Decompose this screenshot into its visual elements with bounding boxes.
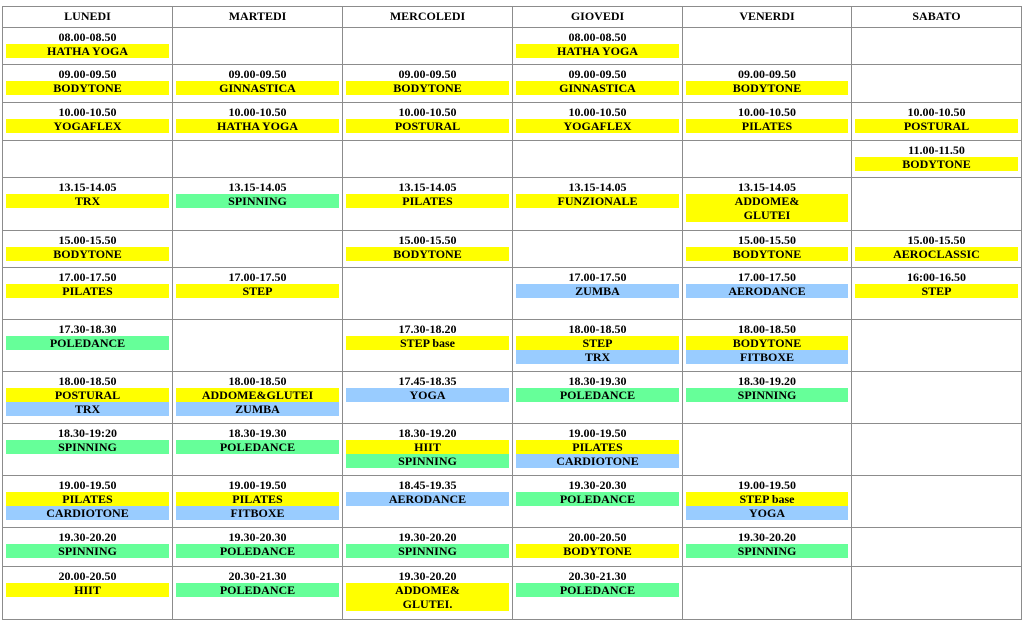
class-time: 18.30-19.20 [398,426,457,440]
schedule-cell [682,230,852,268]
schedule-cell [172,230,343,268]
class-name: BODYTONE [686,336,848,350]
class-name: CARDIOTONE [516,454,679,468]
class-name: POSTURAL [346,119,509,133]
class-time: 10.00-10.50 [738,105,796,119]
day-header-sabato: SABATO [851,6,1022,28]
class-time: 11.00-11.50 [908,143,965,157]
class-name: SPINNING [346,544,509,558]
class-name: FITBOXE [686,350,848,364]
class-time: 10.00-10.50 [907,105,966,119]
schedule-cell [851,140,1022,178]
class-time: 19.30-20.20 [58,530,117,544]
schedule-cell [851,319,1022,372]
class-name: POLEDANCE [176,583,339,597]
schedule-cell [172,27,343,65]
class-time: 19.30-20.30 [228,530,287,544]
schedule-cell [342,64,513,103]
class-name: POLEDANCE [6,336,169,350]
schedule-cell [851,371,1022,424]
schedule-cell [2,177,173,231]
class-name: STEP base [686,492,848,506]
class-name: ZUMBA [516,284,679,298]
schedule-cell [2,64,173,103]
class-time: 15.00-15.50 [738,233,796,247]
class-name: BODYTONE [516,544,679,558]
class-time: 10.00-10.50 [58,105,117,119]
schedule-cell [512,475,683,528]
class-name: CARDIOTONE [6,506,169,520]
schedule-cell [2,230,173,268]
class-time: 19.30-20.20 [398,569,457,583]
schedule-cell [682,27,852,65]
class-time: 09.00-09.50 [568,67,627,81]
class-time: 18.00-18.50 [738,322,796,336]
class-name: PILATES [346,194,509,208]
class-name: FITBOXE [176,506,339,520]
schedule-cell [682,566,852,620]
class-name: GINNASTICA [516,81,679,95]
class-name: BODYTONE [855,157,1018,171]
class-time: 09.00-09.50 [398,67,457,81]
class-name: POSTURAL [855,119,1018,133]
class-time: 17.00-17.50 [228,270,287,284]
schedule-cell [2,566,173,620]
class-time: 13.15-14.05 [398,180,457,194]
schedule-cell [342,230,513,268]
schedule-cell [851,64,1022,103]
schedule-cell [512,102,683,141]
schedule-cell [2,319,173,372]
schedule-cell [172,566,343,620]
class-time: 08.00-08.50 [568,30,627,44]
class-time: 18.30-19.20 [738,374,796,388]
schedule-cell [342,319,513,372]
class-time: 19.00-19.50 [568,426,627,440]
schedule-cell [682,475,852,528]
class-name: BODYTONE [686,247,848,261]
class-time: 18.30-19.30 [228,426,287,440]
class-name: TRX [6,194,169,208]
class-name: STEP [516,336,679,350]
class-name: BODYTONE [346,81,509,95]
class-name: HATHA YOGA [6,44,169,58]
class-name: SPINNING [686,388,848,402]
class-time: 19.30-20.30 [568,478,627,492]
class-name: ZUMBA [176,402,339,416]
day-header-lunedi: LUNEDI [2,6,173,28]
class-name: YOGA [686,506,848,520]
schedule-cell [682,140,852,178]
schedule-cell [851,27,1022,65]
class-time: 18.30-19.30 [568,374,627,388]
schedule-cell [682,371,852,424]
class-name: GINNASTICA [176,81,339,95]
class-time: 17.30-18.20 [398,322,457,336]
class-time: 18.00-18.50 [58,374,117,388]
schedule-cell [682,319,852,372]
class-time: 20.00-20.50 [568,530,627,544]
class-time: 20.30-21.30 [568,569,627,583]
class-name: BODYTONE [6,247,169,261]
class-name: PILATES [686,119,848,133]
class-name: HATHA YOGA [176,119,339,133]
class-name: YOGAFLEX [516,119,679,133]
schedule-cell [172,527,343,567]
schedule-cell [342,267,513,320]
schedule-cell [851,423,1022,476]
schedule-cell [851,230,1022,268]
schedule-cell [512,140,683,178]
class-time: 08.00-08.50 [58,30,117,44]
class-time: 10.00-10.50 [568,105,627,119]
class-time: 19.00-19.50 [738,478,796,492]
schedule-cell [512,371,683,424]
class-time: 15.00-15.50 [907,233,966,247]
schedule-cell [342,371,513,424]
schedule-cell [172,267,343,320]
schedule-cell [851,527,1022,567]
class-name: HIIT [6,583,169,597]
class-time: 17.00-17.50 [568,270,627,284]
schedule-cell [172,140,343,178]
class-name: POLEDANCE [516,583,679,597]
day-header-martedi: MARTEDI [172,6,343,28]
class-name: GLUTEI. [346,597,509,611]
class-name: SPINNING [6,440,169,454]
class-time: 19.00-19.50 [228,478,287,492]
class-name: BODYTONE [6,81,169,95]
class-name: AERODANCE [346,492,509,506]
schedule-cell [172,102,343,141]
class-time: 13.15-14.05 [568,180,627,194]
class-name: GLUTEI [686,208,848,222]
class-time: 17.45-18.35 [398,374,457,388]
schedule-cell [851,267,1022,320]
class-name: PILATES [6,492,169,506]
class-name: POLEDANCE [516,388,679,402]
class-name: ADDOME&GLUTEI [176,388,339,402]
class-time: 17.00-17.50 [58,270,117,284]
schedule-cell [512,527,683,567]
schedule-cell [512,230,683,268]
schedule-cell [2,102,173,141]
schedule-cell [512,423,683,476]
schedule-cell [2,423,173,476]
class-name: HATHA YOGA [516,44,679,58]
schedule-cell [342,27,513,65]
schedule-cell [342,566,513,620]
schedule-cell [172,371,343,424]
class-name: YOGAFLEX [6,119,169,133]
class-name: AEROCLASSIC [855,247,1018,261]
schedule-cell [682,267,852,320]
class-time: 19.30-20.20 [738,530,796,544]
class-name: AERODANCE [686,284,848,298]
class-time: 18.00-18.50 [228,374,287,388]
class-time: 13.15-14.05 [738,180,796,194]
class-name: TRX [6,402,169,416]
class-time: 15.00-15.50 [398,233,457,247]
class-time: 20.30-21.30 [228,569,287,583]
schedule-cell [851,102,1022,141]
class-time: 13.15-14.05 [228,180,287,194]
schedule-cell [342,140,513,178]
class-time: 19.30-20.20 [398,530,457,544]
class-name: PILATES [516,440,679,454]
day-header-mercoledi: MERCOLEDI [342,6,513,28]
schedule-cell [851,475,1022,528]
day-header-giovedi: GIOVEDI [512,6,683,28]
class-time: 16:00-16.50 [907,270,966,284]
schedule-cell [682,64,852,103]
schedule-cell [512,319,683,372]
class-time: 17.30-18.30 [58,322,117,336]
schedule-cell [172,319,343,372]
schedule-cell [342,102,513,141]
schedule-cell [2,267,173,320]
class-time: 10.00-10.50 [398,105,457,119]
schedule-cell [342,527,513,567]
schedule-cell [682,423,852,476]
weekly-schedule-table [2,6,1021,619]
schedule-cell [342,423,513,476]
schedule-cell [172,177,343,231]
schedule-cell [851,177,1022,231]
schedule-cell [342,177,513,231]
class-name: BODYTONE [686,81,848,95]
schedule-cell [512,64,683,103]
schedule-cell [2,140,173,178]
class-name: SPINNING [346,454,509,468]
class-name: HIIT [346,440,509,454]
class-name: POLEDANCE [176,544,339,558]
class-time: 18.45-19.35 [398,478,457,492]
class-name: POSTURAL [6,388,169,402]
class-time: 09.00-09.50 [738,67,796,81]
day-header-venerdi: VENERDI [682,6,852,28]
schedule-cell [682,102,852,141]
class-time: 17.00-17.50 [738,270,796,284]
class-name: STEP base [346,336,509,350]
class-name: POLEDANCE [516,492,679,506]
class-name: STEP [855,284,1018,298]
class-name: PILATES [176,492,339,506]
class-time: 09.00-09.50 [58,67,117,81]
class-time: 15.00-15.50 [58,233,117,247]
class-time: 18.30-19:20 [58,426,117,440]
class-time: 18.00-18.50 [568,322,627,336]
class-name: SPINNING [6,544,169,558]
class-time: 19.00-19.50 [58,478,117,492]
class-name: SPINNING [686,544,848,558]
class-name: ADDOME& [346,583,509,597]
class-time: 09.00-09.50 [228,67,287,81]
class-name: BODYTONE [346,247,509,261]
class-name: YOGA [346,388,509,402]
schedule-cell [2,527,173,567]
schedule-cell [512,267,683,320]
class-name: FUNZIONALE [516,194,679,208]
schedule-cell [512,27,683,65]
schedule-cell [2,371,173,424]
class-time: 13.15-14.05 [58,180,117,194]
schedule-cell [342,475,513,528]
schedule-cell [2,27,173,65]
schedule-cell [2,475,173,528]
schedule-cell [682,177,852,231]
class-name: STEP [176,284,339,298]
class-time: 10.00-10.50 [228,105,287,119]
schedule-cell [172,423,343,476]
schedule-cell [512,177,683,231]
schedule-cell [172,475,343,528]
schedule-cell [512,566,683,620]
schedule-cell [851,566,1022,620]
class-name: POLEDANCE [176,440,339,454]
class-name: ADDOME& [686,194,848,208]
class-name: PILATES [6,284,169,298]
class-time: 20.00-20.50 [58,569,117,583]
schedule-cell [682,527,852,567]
class-name: SPINNING [176,194,339,208]
class-name: TRX [516,350,679,364]
schedule-cell [172,64,343,103]
